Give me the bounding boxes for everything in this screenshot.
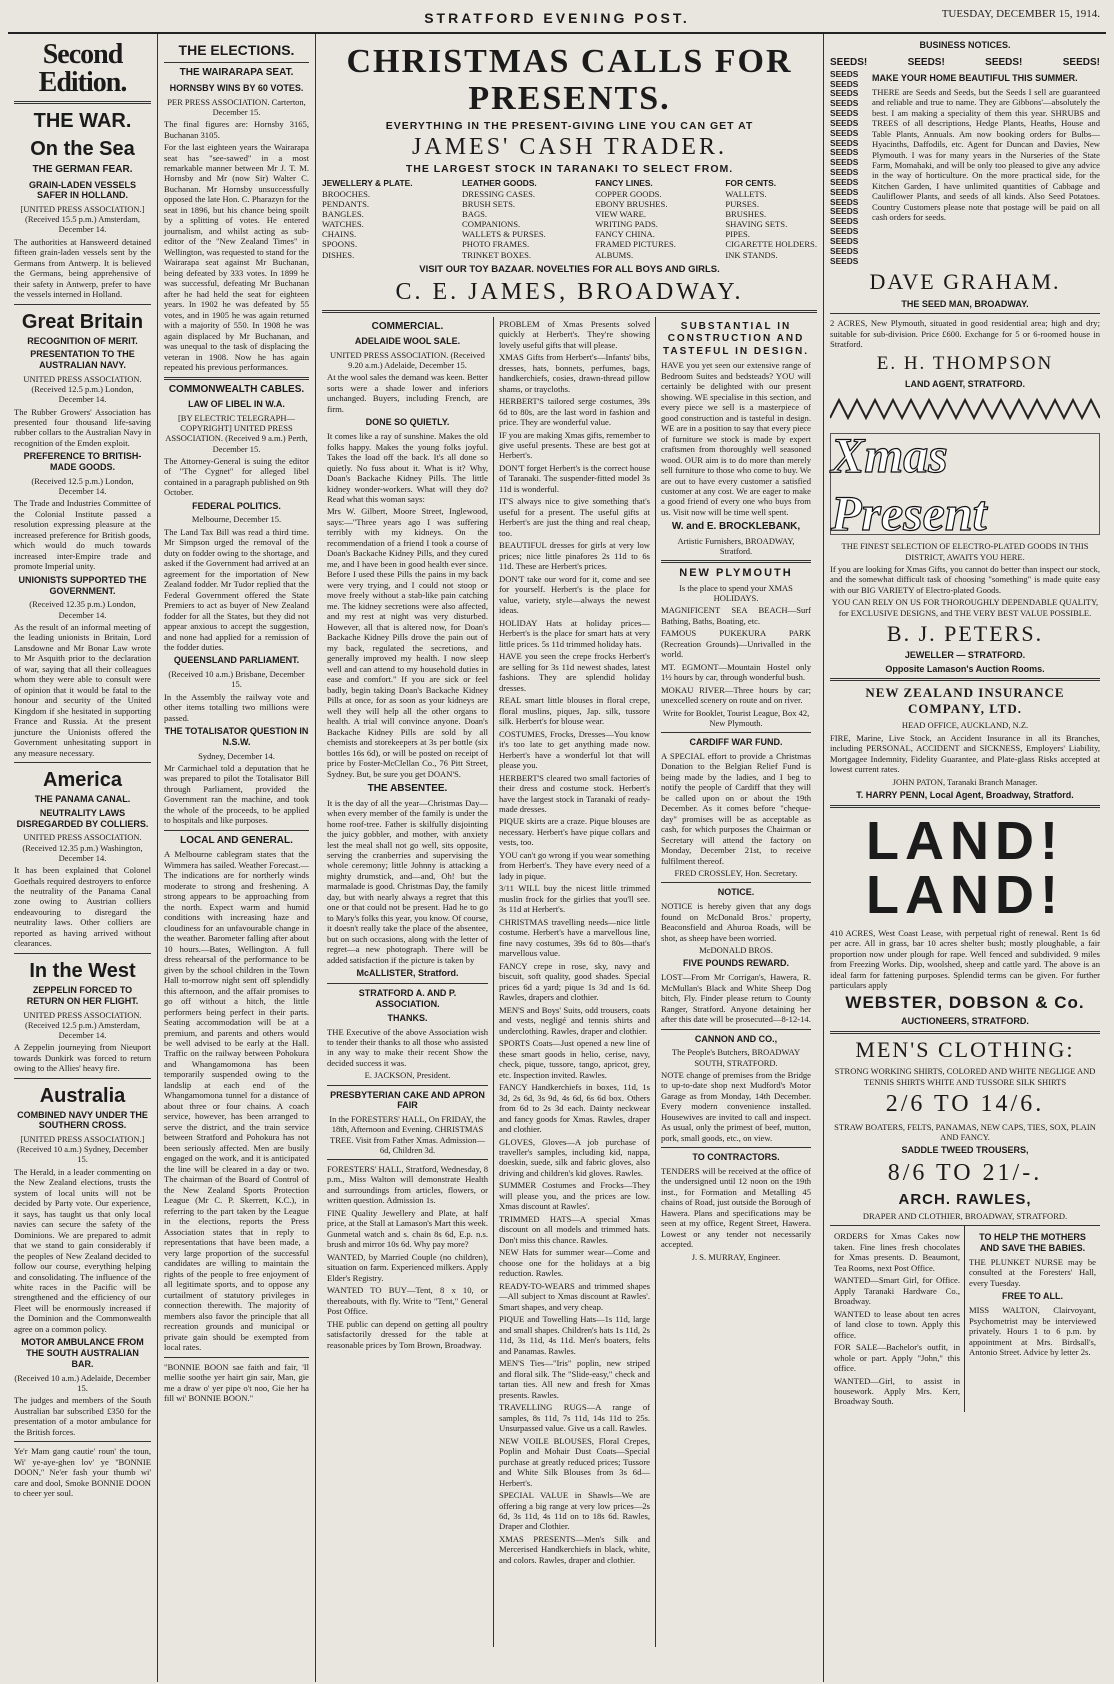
masthead: [8, 6, 1106, 34]
federal-head: FEDERAL POLITICS.: [192, 500, 281, 511]
seeds-label: SEEDS: [830, 78, 859, 89]
seeds-label: SEEDS: [830, 147, 859, 158]
divider: [14, 762, 151, 763]
totalisator-body: Mr Carmichael told a deputation that he was prepared to pilot the Totalisator Bill through Parliament, provided the Government ran the machine, and took the whole of the proceeds, to be applied to hospitals and like purposes.: [164, 762, 309, 826]
divider: [14, 1441, 151, 1442]
seeds-ad: [830, 70, 1100, 267]
divider: [164, 377, 309, 380]
goods-item: PURSES.: [725, 198, 759, 209]
mens-clothing-head: MEN'S CLOTHING:: [855, 1037, 1075, 1063]
rawles-ad: FANCY crepe in rose, sky, navy and biscuit, soft quality, good shades. Special prices 6d a yard; pique 1s 3d and 1s 6d. Rawles, drapers and clothier.: [499, 960, 650, 1003]
seeds-label: SEEDS: [830, 255, 859, 266]
goods-item: COMPANIONS.: [462, 219, 521, 230]
federal-body: The Land Tax Bill was read a third time. Mr Simpson urged the removal of the duty on fodder owing to the shortage, and asked if the Government had arrived at an agreement for the importation of New Zealand fodder. Mr Tudor replied that the Federal Government offered the State Premiers to act as buyer of New Zealand fodder for all the States, but they did not appear anxious to accept the suggestion, and none had applied for a remission of the fodder duties.: [164, 526, 309, 652]
seeds-label: SEEDS: [830, 117, 859, 128]
column-business-notices: [824, 34, 1106, 1682]
insurance-manager: JOHN PATON, Taranaki Branch Manager.: [892, 776, 1038, 787]
sea-title: On the Sea: [30, 138, 135, 160]
land-body: 410 ACRES, West Coast Lease, with perpetual right of renewal. Rent 1s 6d per acre. All in grass, bar 10 acres shelter bush; mostly ploughable, a fair proportion now under plough for rape. Well fenced and subdivided. 9 miles from Freezing Works. Dip, woolshed, sheep and cattle yard. The above is an ideal farm for fattening purposes. Splendid terms can be given. For further particulars apply: [830, 927, 1100, 990]
goods-group: [725, 179, 817, 260]
herbert-ad: COSTUMES, Frocks, Dresses—You know it's too late to get anything made now. Herbert's have a wonderful lot that will please you.: [499, 728, 650, 771]
christmas-headline: CHRISTMAS CALLS FOR PRESENTS.: [346, 43, 793, 118]
thanks-head: THANKS.: [387, 1012, 428, 1023]
australia-title: Australia: [39, 1084, 126, 1107]
queensland-head: QUEENSLAND PARLIAMENT.: [173, 655, 300, 666]
rawles-ad: TRAVELLING RUGS—A range of samples, 8s 11d, 7s 11d, 14s 11d to 25s. Unsurpassed value. Give us a call. Rawles.: [499, 1402, 650, 1434]
newspaper-title: STRATFORD EVENING POST.: [424, 10, 690, 26]
association-head: STRATFORD A. AND P. ASSOCIATION.: [358, 988, 457, 1009]
seeds-label: SEEDS: [830, 245, 859, 256]
zeppelin-meta: UNITED PRESS ASSOCIATION. (Received 12.5 p.m.) Amsterdam, December 14.: [23, 1009, 142, 1040]
peters-line: YOU CAN RELY ON US FOR THOROUGHLY DEPENDABLE QUALITY, for EXCLUSIVE DESIGNS, and THE VERY BEST VALUE POSSIBLE.: [831, 597, 1099, 618]
price-shirts: 2/6 TO 14/6.: [885, 1090, 1045, 1117]
construction-head: SUBSTANTIAL IN CONSTRUCTION AND TASTEFUL IN DESIGN.: [663, 320, 809, 357]
seeds-label: SEEDS: [830, 206, 859, 217]
seeds-label: SEEDS: [830, 176, 859, 187]
herbert-ad: DON'T forget Herbert's is the correct house of Taranaki. The suspender-fitted model 3s 11d is wonderful.: [499, 462, 650, 494]
seeds-head: SEEDS!: [830, 56, 868, 68]
column-elections: [158, 34, 316, 1682]
reward-body: LOST—From Mr Corrigan's, Hawera, R. McMullan's Black and White Sheep Dog bitch, Fly. Finder please return to County Ranger, Stratford. Anyone detaining her after this date will be prosecuted—8-12-14.: [661, 972, 811, 1025]
seeds-label: SEEDS: [830, 196, 859, 207]
goods-item: DRESSING CASES.: [462, 188, 536, 199]
xmas-present-banner: Xmas Present: [830, 433, 1100, 535]
plymouth-sub: Is the place to spend your XMAS HOLIDAYS.: [679, 583, 793, 604]
fair-head: PRESBYTERIAN CAKE AND APRON FAIR: [330, 1089, 485, 1111]
herbert-ad: DON'T take our word for it, come and see for yourself. Herbert's is the place for value, variety, style—always the newest ideas.: [499, 573, 650, 616]
column-layout: [8, 34, 1106, 1682]
divider: [830, 678, 1100, 681]
thompson-sub: LAND AGENT, STRATFORD.: [905, 378, 1025, 389]
land-headline: LAND! LAND!: [866, 810, 1064, 925]
seeds-label: SEEDS: [830, 226, 859, 237]
herbert-ad: IT'S always nice to give something that's useful for a present. The useful gifts at Herbert's are just the thing and real cheap, too.: [499, 496, 650, 538]
goods-item: FRAMED PICTURES.: [595, 239, 676, 250]
small-ad: FINE Quality Jewellery and Plate, at half price, at the Stall at Lamason's Mart this week. Gunmetal watch and s. chain 8s 6d, E.p. n.s. brush and mirror 10s 6d. Why pay more?: [327, 1207, 488, 1250]
ambulance-meta: (Received 10 a.m.) Adelaide, December 15.: [14, 1372, 151, 1393]
seeds-label: SEEDS: [830, 235, 859, 246]
rawles-ad: SUMMER Costumes and Frocks—They will please you, and the prices are low. Xmas discount at Rawles'.: [499, 1180, 650, 1212]
james-address: C. E. JAMES, BROADWAY.: [395, 278, 744, 305]
goods-item: WALLETS.: [725, 188, 767, 199]
seeds-head: SEEDS!: [1062, 56, 1100, 68]
small-ad: WANTED—Smart Girl, for Office. Apply Taranaki Hardware Co., Broadway.: [834, 1275, 960, 1307]
goods-item: VIEW WARE.: [595, 208, 646, 219]
thompson-name: E. H. THOMPSON: [876, 352, 1054, 374]
subcolumn-herbert-ads: [494, 317, 656, 1647]
small-ad: WANTED, by Married Couple (no children), situation on farm. Experienced milkers. Apply Elder's Registry.: [327, 1251, 488, 1283]
thanks-body: THE Executive of the above Association wish to tender their thanks to all those who assisted in any way to make their recent Show the decided success it was.: [327, 1026, 488, 1068]
subcolumn-notices: [656, 317, 816, 1647]
neutrality-head: NEUTRALITY LAWS DISREGARDED BY COLLIERS.: [16, 807, 149, 829]
divider: [322, 310, 817, 313]
small-ad: WANTED—Girl, to assist in housework. Apply Mrs. Kerr, Broadway South.: [834, 1375, 960, 1407]
neutrality-meta: UNITED PRESS ASSOCIATION. (Received 12.35 p.m.) Washington, December 14.: [22, 832, 143, 863]
plymouth-item: MAGNIFICENT SEA BEACH—Surf Bathing, Baths, Boating, etc.: [661, 605, 811, 626]
divider: [830, 1031, 1100, 1034]
federal-meta: Melbourne, December 15.: [191, 514, 282, 525]
grain-head: GRAIN-LADEN VESSELS SAFER IN HOLLAND.: [28, 179, 136, 201]
plymouth-head: NEW PLYMOUTH: [679, 567, 793, 580]
absentee-body: It is the day of all the year—Christmas Day—when every member of the family is under the home roof-tree. Father is skilfully disjointing the juicy gobbler, and mother, with anxiety lest the meal shall not go well, sits opposite, serving the cranberries and supervising the whole ceremony; little Johnny is attacking a mighty drumstick, and—and, Oh! but the marmalade is good. Christmas Day, the family day, but with nearly always a regret that this one or that could not be present. Had he to go to Mary's folks this year, you know. Of course, it doesn't really take the place of the absentee, but on such occasions, along with the letter of regret—a new photograph. There will be added satisfaction if the picture is taken by: [327, 797, 488, 965]
preference-meta: (Received 12.5 p.m.) London, December 14.: [31, 476, 134, 497]
zeppelin-head: ZEPPELIN FORCED TO RETURN ON HER FLIGHT.: [26, 984, 139, 1006]
herbert-ad: PROBLEM of Xmas Presents solved quickly at Herbert's. They're showing lovely useful gifts that will please.: [499, 318, 650, 350]
divider: [661, 1147, 811, 1148]
divider: [830, 805, 1100, 808]
divider: [661, 560, 811, 563]
divider: [14, 953, 151, 954]
plymouth-write: Write for Booklet, Tourist League, Box 42, New Plymouth.: [662, 707, 810, 728]
subcolumn-commercial: [322, 317, 494, 1647]
herbert-ad: BEAUTIFUL dresses for girls at very low prices; nice little pinafores 2s 11d to 6s 11d. These are Herbert's prices.: [499, 540, 650, 572]
holly-border: [830, 396, 1100, 422]
ambulance-body: The judges and members of the South Australian bar subscribed £350 for the presentation of a motor ambulance for the British forces.: [14, 1395, 151, 1437]
cables-head: COMMONWEALTH CABLES.: [168, 383, 305, 395]
herbert-ad: HOLIDAY Hats at holiday prices—Herbert's is the place for smart hats at very little prices. 5s 11d trimmed holiday hats.: [499, 617, 650, 649]
grain-meta: [UNITED PRESS ASSOCIATION.] (Received 15.5 p.m.) Amsterdam, December 14.: [20, 204, 145, 235]
rawles-ad: MEN'S and Boys' Suits, odd trousers, coats and vests, negligé and tennis shirts and underclothing. Rawles, draper and clothier.: [499, 1004, 650, 1036]
saddle-line: SADDLE TWEED TROUSERS,: [901, 1145, 1029, 1156]
peters-sub: JEWELLER — STRATFORD.: [904, 649, 1026, 660]
goods-group: [322, 179, 413, 260]
libel-head: LAW OF LIBEL IN W.A.: [188, 399, 285, 410]
queensland-meta: (Received 10 a.m.) Brisbane, December 15.: [168, 669, 305, 690]
goods-group-head: FOR CENTS.: [725, 177, 777, 188]
goods-item: WALLETS & PURSES.: [462, 229, 546, 240]
goods-item: ALBUMS.: [595, 249, 634, 260]
insurance-body: FIRE, Marine, Live Stock, an Accident Insurance in all its Branches, including PERSONAL, ACCIDENT and SICKNESS, Employers' Liability, Mortgagee Indemnity, Fidelity Guarantee, and Plate-glass Risks accepted at lowest current rates.: [830, 732, 1100, 775]
goods-item: CHAINS.: [322, 229, 357, 240]
small-ad: WANTED TO BUY—Tent, 8 x 10, or thereabouts, with fly. Write to "Tent," General Post Office.: [327, 1285, 488, 1317]
herbert-ad: PIQUE skirts are a craze. Pique blouses are necessary. Herbert's have pique collars and vests, too.: [499, 816, 650, 848]
goods-item: PIPES.: [725, 229, 750, 240]
peters-location: Opposite Lamason's Auction Rooms.: [885, 663, 1045, 674]
zeppelin-body: A Zeppelin journeying from Nieuport towards Dunkirk was forced to return owing to the Allies' heavy fire.: [14, 1042, 151, 1074]
panama-head: THE PANAMA CANAL.: [34, 794, 131, 805]
wairarapa-body: For the last eighteen years the Wairarapa seat has "see-sawed" in a most remarkable manner between Mr J. T. M. Hornsby and Mr (now Sir) Walter C. Buchanan. Mr Hornsby unsuccessfully opposed the late Hon. C. Pharazyn for the seat in 1896, but his chance being spoilt by a splitting of votes. He entered journalism, and whilst acting as sub-editor of the "New Zealand Times" in Wellington, was requested to stand for the Wairarapa seat against Mr Buchanan, being defeated by 333 votes. In 1899 he was successful, defeating Mr Buchanan after he had held the seat for eighteen years. In 1902 he was defeated by 55 votes, and in 1905 he was again returned with a majority of 550. In 1908 he was again displaced by Mr Buchanan, and was unequal to the task of displacing the veteran in 1908. Now he has again repeated his previous performances.: [164, 142, 309, 373]
divider: [830, 313, 1100, 314]
butchers-head: CANNON AND CO.,: [694, 1033, 778, 1044]
rawles-ad: NEW Hats for summer wear—Come and choose one for the holidays at a big reduction. Rawles.: [499, 1247, 650, 1279]
presentation-head: PRESENTATION TO THE AUSTRALIAN NAVY.: [30, 349, 135, 371]
goods-item: WRITING PADS.: [595, 219, 658, 230]
webster-name: WEBSTER, DOBSON & Co.: [845, 993, 1085, 1013]
straw-line: STRAW BOATERS, FELTS, PANAMAS, NEW CAPS, TIES, SOX, PLAIN AND FANCY.: [834, 1121, 1096, 1143]
seeds-side-list: [830, 70, 868, 267]
column-war-news: [8, 34, 158, 1682]
divider: [14, 1078, 151, 1079]
divider: [164, 62, 309, 63]
goods-item: DISHES.: [322, 249, 355, 260]
divider: [661, 732, 811, 733]
unionists-head: UNIONISTS SUPPORTED THE GOVERNMENT.: [18, 574, 147, 596]
mcallister-sign: McALLISTER, Stratford.: [356, 968, 459, 979]
herbert-ad: IF you are making Xmas gifts, remember to give useful presents. These are best got at Herbert's.: [499, 429, 650, 461]
queensland-body: In the Assembly the railway vote and other items totalling two millions were passed.: [164, 691, 309, 723]
goods-item: BROOCHES.: [322, 188, 370, 199]
navy-meta: [UNITED PRESS ASSOCIATION.] (Received 10 a.m.) Sydney, December 15.: [17, 1134, 148, 1165]
fair-body: In the FORESTERS' HALL, On FRIDAY, the 18th, Afternoon and Evening. CHRISTMAS TREE. Visit from Father Xmas. Admission—6d, Children 3d.: [329, 1114, 486, 1155]
goods-item: EBONY BRUSHES.: [595, 198, 668, 209]
notice-head: NOTICE.: [717, 887, 755, 898]
seeds-label: SEEDS: [830, 157, 859, 168]
seeds-label: SEEDS: [830, 127, 859, 138]
walton-ad: MISS WALTON, Clairvoyant, Psychometrist may be interviewed privately. Hours 1 to 6 p.m. by appointment at Mrs. Birdsall's, Antonio Street. Advice by letter 2s.: [969, 1305, 1096, 1357]
divider: [14, 101, 151, 104]
goods-item: BRUSH SETS.: [462, 198, 516, 209]
notice-body: NOTICE is hereby given that any dogs found on McDonald Bros.' property, Beaconsfield and Ahuroa Roads, will be shot, as sheep have been worried.: [661, 901, 811, 943]
preference-head: PREFERENCE TO BRITISH-MADE GOODS.: [23, 451, 142, 473]
herbert-ad: 3/11 WILL buy the nicest little trimmed muslin frock for the girlies that you'll see. 3s 11d at Herbert's.: [499, 883, 650, 915]
seeds-label: SEEDS: [830, 186, 859, 197]
rawles-ad: PIQUE and Towelling Hats—1s 11d, large and small shapes. Children's hats 1s 11d, 2s 11d, 3s 11d, 4s 11d. Men's boaters, felts and Panamas. Rawles.: [499, 1314, 650, 1356]
goods-group-head: JEWELLERY & PLATE.: [322, 177, 413, 188]
column-christmas: [316, 34, 824, 1682]
insurance-name: NEW ZEALAND INSURANCE COMPANY, LTD.: [865, 685, 1065, 717]
wool-meta: UNITED PRESS ASSOCIATION. (Received 9.20 a.m.) Adelaide, December 15.: [330, 349, 485, 371]
seeds-head: SEEDS!: [907, 56, 945, 68]
rawles-ad: SPECIAL VALUE in Shawls—We are offering a big range at very low prices—2s 6d, 3s 11d, 4s 11d on to 18s 6d. Rawles, Draper and Clothier.: [499, 1490, 650, 1532]
britain-title: Great Britain: [21, 310, 144, 333]
america-title: America: [43, 769, 122, 792]
graham-name: DAVE GRAHAM.: [869, 269, 1061, 295]
seeds-label: SEEDS: [830, 98, 859, 109]
divider: [661, 1029, 811, 1030]
cardiff-body: A SPECIAL effort to provide a Christmas Donation to the Belgian Relief Fund is being made by the ladies, and I beg to notify the people of Cardiff that they will be called upon on or about the 19th December. As it comes before "cheque-day" promises will be as acceptable as cash, for which purposes the Chairman or Secretary will attend the factory on Monday, December 21st, to receive fulfilment thereof.: [661, 750, 811, 866]
unionists-meta: (Received 12.35 p.m.) London, December 14.: [29, 599, 136, 620]
herbert-ad: CHRISTMAS travelling needs—nice little costume. Herbert's have a marvellous line, fine navy costumes, 39s 6d to 80s—that's marvellous value.: [499, 916, 650, 959]
navy-body: The Herald, in a leader commenting on the New Zealand elections, trusts the system of local units will not be decided by Party vote. Our experience, it says, has taught us that only local navies can secure the safety of the Dominions. We are prepared to admit that we stand to gain considerably if the peoples of New Zealand decided to follow our course, everything helping and consolidating. The influence of the white races in the Pacific will be strengthened and the efficiency of our Fleet will be enormously increased if the Dominion and the Commonwealth agree on a common policy.: [14, 1166, 151, 1334]
absentee-head: THE ABSENTEE.: [367, 783, 448, 795]
rawles-sub: DRAPER AND CLOTHIER, BROADWAY, STRATFORD.: [862, 1211, 1068, 1222]
divider: [327, 1085, 488, 1086]
wairarapa-final: The final figures are: Hornsby 3165, Buchanan 3105.: [164, 119, 309, 140]
cardiff-head: CARDIFF WAR FUND.: [689, 737, 783, 748]
bonnie-boon-verse: "BONNIE BOON sae faith and fair, 'Il mellie soothe yer hairt gin sair, Man, gie me a draw o' yer pipe o't noo, Gie her ha fill wi' BONNIE BOON.": [164, 1361, 309, 1403]
preference-body: The Trade and Industries Committee of the Colonial Institute passed a resolution expressing pleasure at the increased preference for British goods, which would do much towards increased inter-Empire trade and promote Imperial unity.: [14, 498, 151, 572]
small-ad: WANTED to lease about ten acres of land close to town. Apply this office.: [834, 1308, 960, 1340]
rawles-ad: SPORTS Coats—Just opened a new line of these smart goods in helio, cerise, navy, check, pique, tussore, tango, apricot, grey, etc. Inspection invited. Rawles.: [499, 1038, 650, 1080]
goods-group: [595, 179, 676, 260]
butchers-body: NOTE change of premises from the Bridge to up-to-date shop next Mudford's Motor Garage as from Monday, 14th December. Every modern convenience installed. Housewives are invited to call and inspect. As usual, only the primest of beef, mutton, pork, small goods, etc., on view.: [661, 1069, 811, 1143]
plymouth-item: MT. EGMONT—Mountain Hostel only 1½ hours by car, through wonderful bush.: [661, 661, 811, 683]
seeds-heads: [830, 57, 1100, 68]
divider: [164, 1357, 309, 1358]
christmas-sub2: THE LARGEST STOCK IN TARANAKI TO SELECT FROM.: [405, 162, 734, 175]
herbert-ad: HERBERT'S cleared two small factories of their dress and costume stock. Herbert's have the largest stock in Taranaki of ready-made dresses.: [499, 772, 650, 814]
presentation-body: The Rubber Growers' Association has presented four thousand life-saving rubber collars to the Australian Navy in recognition of the Emden exploit.: [14, 406, 151, 448]
brocklebank-sub: Artistic Furnishers, BROADWAY, Stratford.: [677, 535, 795, 557]
insurance-office: HEAD OFFICE, AUCKLAND, N.Z.: [901, 720, 1029, 731]
peters-name: B. J. PETERS.: [886, 620, 1044, 646]
seeds-label: SEEDS: [830, 108, 859, 119]
goods-item: FANCY CHINA.: [595, 229, 655, 240]
edition-title: Second Edition.: [38, 39, 127, 98]
plymouth-item: FAMOUS PUKEKURA PARK (Recreation Grounds)—Unrivalled in the world.: [661, 628, 811, 660]
herbert-ad: HERBERT'S tailored serge costumes, 39s 6d to 80s, are the last word in fashion and price. They are wonderful value.: [499, 396, 650, 428]
rawles-ad: FANCY Handkerchiefs in boxes, 11d, 1s 3d, 2s 6d, 3s 9d, 4s 6d, 6s 6d box. Others from 6d to 2s 3d each. Dainty neckwear and fancy goods for Xmas. Rawles, draper and clothier.: [499, 1082, 650, 1135]
herbert-ad: XMAS Gifts from Herbert's—Infants' bibs, dresses, hats, bonnets, perfumes, bags, handkerchiefs, cosies, drawn-thread pillow shams, or traycloths.: [499, 352, 650, 394]
mens-line: STRONG WORKING SHIRTS, COLORED AND WHITE NEGLIGE AND TENNIS SHIRTS WHITE AND TUSSORE SILK SHIRTS: [834, 1066, 1096, 1087]
plunket-body: THE PLUNKET NURSE may be consulted at the Foresters' Hall, every Tuesday.: [969, 1256, 1096, 1288]
divider: [164, 830, 309, 831]
german-fear-head: THE GERMAN FEAR.: [32, 164, 133, 175]
goods-item: INK STANDS.: [725, 249, 778, 260]
goods-item: CIGARETTE HOLDERS.: [725, 239, 817, 250]
small-ads: [830, 1225, 1100, 1412]
goods-group-head: FANCY LINES.: [595, 177, 653, 188]
toy-bazaar: VISIT OUR TOY BAZAAR. NOVELTIES FOR ALL BOYS AND GIRLS.: [419, 263, 720, 275]
seeds-body: THERE are Seeds and Seeds, but the Seeds I sell are guaranteed and reliable and true to name. They are Gibbons'—absolutely the best. I am making a speciality of them this year. SHRUBS and TREES of all descriptions, Hedge Plants, Heaths, House and Table Plants, Annuals. Am now booking orders for Bulbs—Hyacinths, Daffodils, etc. Agent for Duncan and Davies, New Plymouth. I was for many years in the Nurseries of the State Farm, Momahaki, and will be only too pleased to give any advice in the way of horticulture. On the more practical side, for the Kitchen Garden, I have unlimited quantities of Cabbage and Cauliflower Plants, and seeds of all kinds. Also Seed Potatoes. Country Customers please note that postage will be paid on all cash orders for seeds.: [872, 86, 1100, 223]
wairarapa-head: THE WAIRARAPA SEAT.: [179, 67, 294, 79]
unionists-body: As the result of an informal meeting of the leading unionists in Britain, Lord Lansdowne and Mr Bonar Law wrote to Mr Asquith prior to the declaration of war, saying that all their colleagues whom they were able to consult were of opinion that it would be fatal to the honour and security of the United Kingdom if she hesitated in supporting France and Russia. At the present juncture the Unionists offered the Government unhesitating support in any measure necessary.: [14, 621, 151, 758]
small-ad: FOR SALE—Bachelor's outfit, in whole or part. Apply "John," this office.: [834, 1342, 960, 1374]
small-ad: ORDERS for Xmas Cakes now taken. Fine lines fresh chocolates for Xmas presents. D. Beaumont, Tea Rooms, next Post Office.: [834, 1231, 960, 1273]
done-quietly-head: DONE SO QUIETLY.: [365, 417, 450, 428]
contractors-head: TO CONTRACTORS.: [692, 1152, 780, 1163]
notice-sign: McDONALD BROS.: [699, 945, 773, 956]
construction-body: HAVE you yet seen our extensive range of Bedroom Suites and bedsteads? YOU will certainly be delighted with our present showing. WE specialise in this section, and every piece we sell is a masterpiece of good construction and is tasteful in design. WE are in a position to say that every piece of furniture we stock is made by expert craftsmen from thoroughly well seasoned wood. OUR aim is to do more than merely sell furniture to those who come to buy. We are out to have every customer a satisfied customer at any cost. We are eager to make a good friend of every one who buys from us. Visit now will be time well spent.: [661, 360, 811, 517]
goods-group: [462, 179, 546, 260]
small-ad: FORESTERS' HALL, Stratford, Wednesday, 8 p.m., Miss Walton will demonstrate Health and surroundings from articles, flowers, or written question. Admission 1s.: [327, 1163, 488, 1206]
contractors-sign: J. S. MURRAY, Engineer.: [691, 1251, 781, 1262]
contractors-body: TENDERS will be received at the office of the undersigned until 12 noon on the 19th inst., for Formation and Metalling 45 chains of Road, just outside the Borough of Hawera. Plans and specifications may be seen at my office, Regent Street, Hawera. Lowest or any tender not necessarily accepted.: [661, 1165, 811, 1250]
peters-line: If you are looking for Xmas Gifts, you cannot do better than inspect our stock, and the somewhat difficult task of choosing "something" is made quite easy with our BIG VARIETY of Electro-plated Goods.: [830, 563, 1100, 595]
goods-item: SHAVING SETS.: [725, 219, 788, 230]
totalisator-meta: Sydney, December 14.: [198, 750, 275, 761]
herbert-ad: REAL smart little blouses in floral crepe, floral muslins, piques, Jap. silk, tussore silk. Herbert's for blouse wear.: [499, 695, 650, 727]
rawles-ad: MEN'S Ties—"Iris" poplin, new striped and floral silk. The "Slide-easy," check and tartan ties. All new and fresh for Xmas presents. Rawles.: [499, 1358, 650, 1400]
doans-testimony: Mrs W. Gilbert, Moore Street, Inglewood, says:—"Three years ago I was suffering terribly with my kidneys. On the recommendation of a friend I took a course of Doan's Backache Kidney Pills, and they cured me, and I have been in good health ever since. Before I used these Pills the pains in my back were very trying, and I could not stoop or move freely without a stab-like pain catching me. The kidney secretions were also affected, and my rest at night was very disturbed. However, all that is altered now, for Doan's Backache Kidney Pills drove the pain out of my back, regulated the secretions, and generally improved my health. I now sleep well and can attend to my household duties in ease and comfort." If you are sick or feel badly, begin taking Doan's Backache Kidney Pills at once, for as soon as your kidneys are well they will help all the other organs to health. A trial will convince anyone. Doan's Backache Kidney Pills are sold by all chemists and storekeepers at 3s per bottle (six bottles 16s 6d), or will be posted on receipt of price by Foster-McClellan Co., 76 Pitt Street, Sydney. But, be sure you get DOAN'S.: [327, 506, 488, 779]
seeds-label: SEEDS: [830, 88, 859, 99]
goods-item: COPPER GOODS.: [595, 188, 662, 199]
jackson-sign: E. JACKSON, President.: [364, 1070, 451, 1081]
goods-item: BAGS.: [462, 208, 488, 219]
local-general-body: A Melbourne cablegram states that the Wimmera has sailed. Weather Forecast.—The indications are for northerly winds moderate to strong and freshening. A strong appears to be approaching from the north. Expect warm and humid conditions with increasing haze and cloudiness for an unfavourable change in the weather. Barometer falling after about 10 hours.—Bates, Wellington. A full dress rehearsal of the performance to be given by the school children in the Town Hall to-morrow night sent off splendidly this afternoon, and the affair promises to go off without a hitch, the little performers being perfect in their parts. Seating accommodation will be at a premium, and parents and others would be well advised to be early at the Hall. Traffic on the railway between Pohokura and Whangamomona has been temporarily suspended owing to the landslip at each end of the Whangamomona tunnel for a distance of about three or four chains. A coach service, however, has been arranged to serve the district, and the train service between Stratford and Pohokura has not been seriously affected. Men are busily engaged on the work, and it is anticipated the line will be cleared in a day or two. The chairman of the Board of Control of the New Zealand Sports Protection League (Mr C. P. Skerrett, K.C.), in referring to the part taken by the League in the elections, reports the Press Association states that in reply to representations that have been made, a very large proportion of the successful candidates are willing to maintain the rights of the people to free enjoyment of all legitimate sports, and to oppose any curtailment of statutory privileges in connection therewith. The majority of members also favor the principle that all recreation grounds and municipal or private gain should be exempted from local rates.: [164, 849, 309, 1353]
goods-group-head: LEATHER GOODS.: [462, 177, 537, 188]
herbert-ad: YOU can't go wrong if you wear something from Herbert's. They have every need of a lady in pique.: [499, 849, 650, 881]
libel-meta: [BY ELECTRIC TELEGRAPH—COPYRIGHT] UNITED PRESS ASSOCIATION. (Received 9 a.m.) Perth, December 15.: [165, 412, 308, 454]
rawles-ad: NEW VOILE BLOUSES, Floral Crepes, Poplin and Mohair Dust Coats—Special purchase at greatly reduced prices; Tussore and White Silk Blouses from 3s 6d—Herbert's.: [499, 1435, 650, 1488]
rawles-ad: TRIMMED HATS—A special Xmas discount on all models and trimmed hats. Don't miss this chance. Rawles.: [499, 1213, 650, 1245]
insurance-agent: T. HARRY PENN, Local Agent, Broadway, Stratford.: [856, 789, 1074, 800]
hornsby-head: HORNSBY WINS BY 60 VOTES.: [169, 82, 304, 93]
issue-date: TUESDAY, DECEMBER 15, 1914.: [941, 8, 1100, 20]
herbert-ad: HAVE you seen the crepe frocks Herbert's are selling for 3s 11d newest shades, latest fashions. They are splendid holiday dresses.: [499, 651, 650, 693]
brocklebank-name: W. and E. BROCKLEBANK,: [671, 521, 801, 533]
seeds-label: SEEDS: [830, 216, 859, 227]
totalisator-head: THE TOTALISATOR QUESTION IN N.S.W.: [164, 726, 309, 747]
graham-sub: THE SEED MAN, BROADWAY.: [901, 298, 1029, 309]
wool-body: At the wool sales the demand was keen. Better sorts were a shade lower and inferiors unchanged. Buyers, including French, are firm.: [327, 372, 488, 414]
reward-head: FIVE POUNDS REWARD.: [682, 958, 789, 969]
acres-ad: 2 ACRES, New Plymouth, situated in good residential area; high and dry; suitable for sub-division. Price £600. Exchange for 5 or 6-roomed house in Stratford.: [830, 318, 1100, 350]
presentation-meta: UNITED PRESS ASSOCIATION. (Received 12.5 p.m.) London, December 14.: [23, 373, 142, 405]
seeds-label: SEEDS: [830, 137, 859, 148]
price-trousers: 8/6 TO 21/-.: [887, 1160, 1043, 1187]
wairarapa-meta: PER PRESS ASSOCIATION. Carterton, December 15.: [167, 96, 306, 117]
war-title: THE WAR.: [33, 110, 132, 132]
seeds-make-home: MAKE YOUR HOME BEAUTIFUL THIS SUMMER.: [872, 72, 1078, 83]
seeds-label: SEEDS: [830, 167, 859, 178]
business-head: BUSINESS NOTICES.: [919, 40, 1011, 50]
goods-item: TRINKET BOXES.: [462, 249, 532, 260]
west-title: In the West: [29, 959, 136, 982]
small-ads-left: [830, 1226, 965, 1412]
wool-head: ADELAIDE WOOL SALE.: [354, 336, 461, 347]
goods-item: SPOONS.: [322, 239, 358, 250]
rawles-ad: GLOVES, Gloves—A job purchase of traveller's samples, including kid, nappa, doeskin, suede, silk and fabric gloves, also driving and children's kid gloves. Rawles.: [499, 1136, 650, 1178]
seeds-text: [868, 70, 1100, 267]
recognition-head: RECOGNITION OF MERIT.: [27, 335, 138, 346]
peters-line: THE FINEST SELECTION OF ELECTRO-PLATED GOODS IN THIS DISTRICT, AWAITS YOU HERE.: [841, 541, 1089, 562]
seeds-label: SEEDS: [830, 68, 859, 79]
goods-item: WATCHES.: [322, 219, 364, 230]
local-general-head: LOCAL AND GENERAL.: [180, 834, 293, 846]
rawles-ad: XMAS PRESENTS—Men's Silk and Mercerised Handkerchiefs in black, white, and colors. Rawles, draper and clothier.: [499, 1533, 650, 1565]
grain-body: The authorities at Hansweerd detained fifteen grain-laden vessels sent by the Germans from Antwerp. It is believed the Germans, being apprehensive of their safety in Antwerp, prefer to have the vessels interned in Holland.: [14, 236, 151, 300]
goods-item: BRUSHES.: [725, 208, 767, 219]
goods-list: [322, 179, 817, 260]
ambulance-head: MOTOR AMBULANCE FROM THE SOUTH AUSTRALIAN BAR.: [21, 1337, 144, 1370]
goods-item: BANGLES.: [322, 208, 364, 219]
divider: [14, 304, 151, 305]
libel-body: The Attorney-General is suing the editor of "The Cygnet" for alleged libel contained in a paragraph published on 9th October.: [164, 455, 309, 498]
divider: [661, 882, 811, 883]
doans-verse: It comes like a ray of sunshine. Makes the old folks happy. Makes the young folks joyful. Takes the load off the back. It's all done so quietly. No fuss about it. What is it? Why, Doan's Backache Kidney Pills. The little kidney wonder-workers. What will they do? Read what this woman says:: [327, 431, 488, 504]
cash-trader-name: JAMES' CASH TRADER.: [412, 133, 727, 160]
navy-head: COMBINED NAVY UNDER THE SOUTHERN CROSS.: [17, 1109, 148, 1131]
goods-item: PENDANTS.: [322, 198, 370, 209]
elections-title: THE ELECTIONS.: [178, 42, 295, 58]
christmas-sub1: EVERYTHING IN THE PRESENT-GIVING LINE YOU CAN GET AT: [385, 119, 754, 132]
neutrality-body: It has been explained that Colonel Goethals required destroyers to enforce the neutrality of the Panama Canal zone owing to Austrian colliers endeavouring to disregard the neutrality laws. Other colliers are reported as having arrived without clearances.: [14, 865, 151, 949]
plunket-head: TO HELP THE MOTHERS AND SAVE THE BABIES.: [979, 1232, 1086, 1253]
rawles-name: ARCH. RAWLES,: [898, 1191, 1032, 1209]
small-ads-right: [965, 1226, 1100, 1412]
commercial-head: COMMERCIAL.: [371, 320, 444, 332]
three-subcolumns: [322, 317, 817, 1647]
butchers-sub: The People's Butchers, BROADWAY SOUTH, STRATFORD.: [671, 1047, 801, 1068]
cardiff-sign: FRED CROSSLEY, Hon. Secretary.: [674, 868, 798, 879]
divider: [327, 1159, 488, 1160]
free-to-all: FREE TO ALL.: [1001, 1291, 1063, 1302]
plymouth-item: MOKAU RIVER—Three hours by car; unexcelled scenery on route and on river.: [661, 684, 811, 706]
bonnie-doon-verse: Ye'r Mam gang cautie' roun' the toun, Wi' ye-aye-ghen lov' ye ''BONNIE DOON,'' Ne'er fash your thumb wi' care and dool, Smoke BONNIE DOON to cheer yer soul.: [14, 1446, 151, 1499]
webster-sub: AUCTIONEERS, STRATFORD.: [901, 1016, 1029, 1027]
divider: [327, 983, 488, 984]
rawles-ad: READY-TO-WEARS and trimmed shapes—All subject to Xmas discount at Rawles'. Smart shapes, and very cheap.: [499, 1280, 650, 1312]
goods-item: PHOTO FRAMES.: [462, 239, 530, 250]
small-ad: THE public can depend on getting all poultry satisfactorily dressed for the table at reasonable prices by Tom Brown, Broadway.: [327, 1318, 488, 1350]
seeds-head: SEEDS!: [985, 56, 1023, 68]
